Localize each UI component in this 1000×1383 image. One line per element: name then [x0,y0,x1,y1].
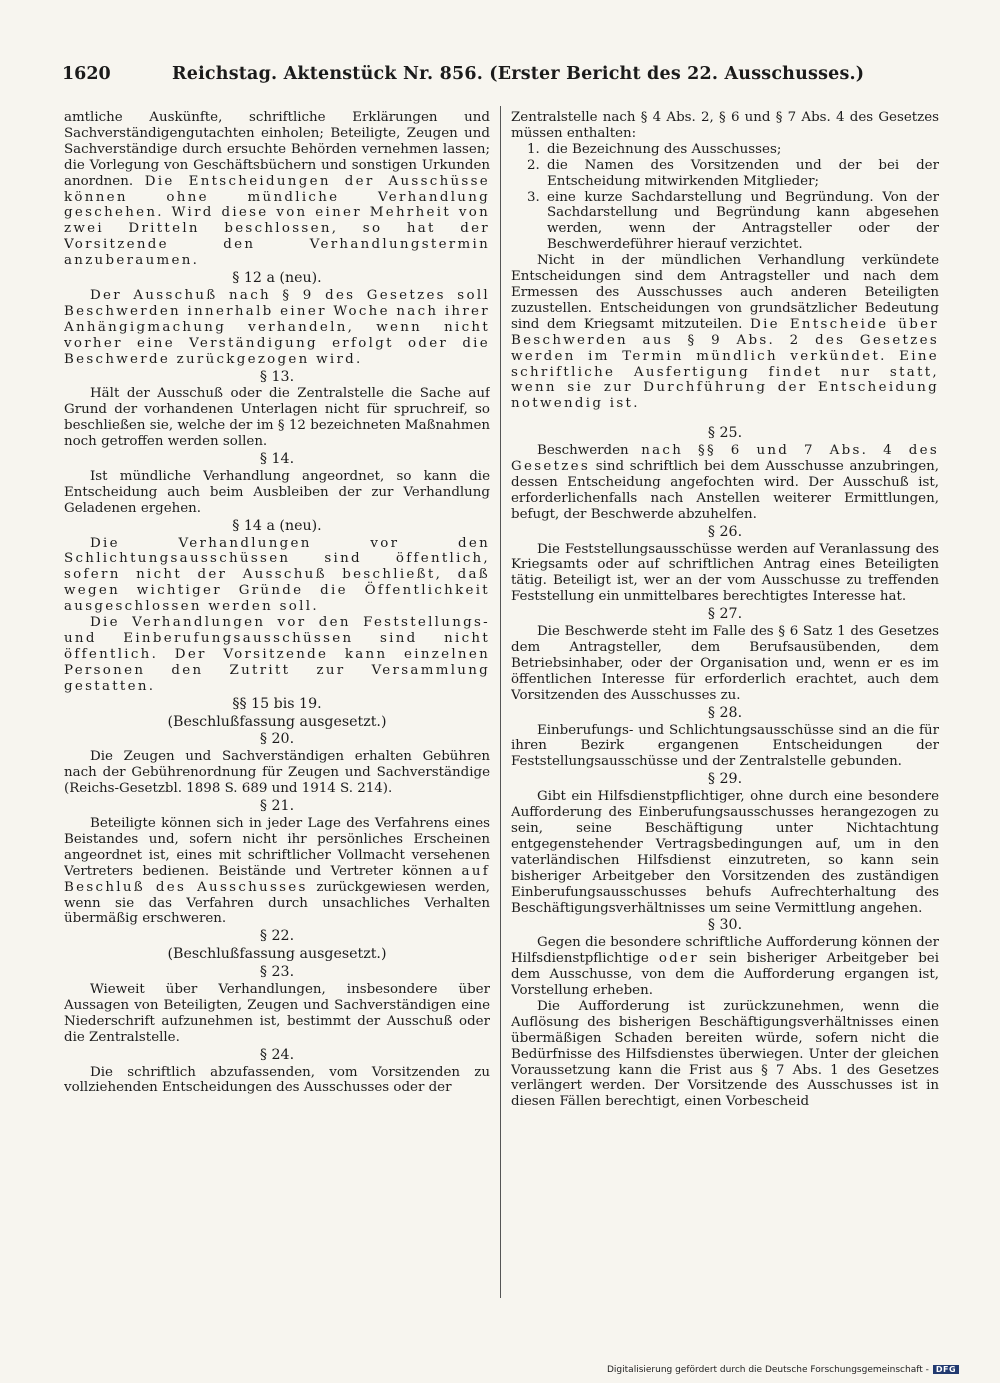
paragraph: Ist mündliche Verhandlung angeordnet, so kann die Entscheidung auch beim Ausbleiben der zur Verhandlung Geladenen ergehen. [64,468,490,516]
section-heading: §§ 15 bis 19. [232,695,322,712]
section-heading: § 14 a (neu). [232,517,322,534]
list-item: 3. eine kurze Sachdarstellung und Begründung. Von der Sachdarstellung und Begründung kann abgesehen werden, wenn der Antragsteller oder der Beschwerdeführer hierauf verzichtet. [527,189,939,253]
section-heading: § 22. [259,928,295,945]
column-divider [500,106,501,1298]
section-note: (Beschlußfassung ausgesetzt.) [167,713,387,730]
paragraph: Die Zeugen und Sachverständigen erhalten Gebühren nach der Gebührenordnung für Zeugen und Sachverständige (Reichs-Gesetzbl. 1898 S. 689 und 1914 S. 214). [64,749,490,797]
paragraph: Hält der Ausschuß oder die Zentralstelle die Sache auf Grund der vorhandenen Unterlagen nicht für spruchreif, so beschließen sie, welche der im § 12 bezeichneten Maßnahmen noch getroffen werden sollen. [64,386,490,450]
running-title: Reichstag. Aktenstück Nr. 856. (Erster Bericht des 22. Ausschusses.) [172,64,865,84]
section-heading: § 27. [707,606,743,623]
paragraph: Gibt ein Hilfsdienstpflichtiger, ohne durch eine besondere Aufforderung des Einberufungsausschusses herangezogen zu sein, seine Beschäftigung unter Nichtachtung entgegenstehender Vertragsbedingungen auf, um in den vaterländischen Hilfsdienst einzutreten, so kann sein bisheriger Arbeitgeber den Vorsitzenden des zuständigen Einberufungsausschusses behufs Aufrechterhaltung des Beschäftigungsverhältnisses um seine Vermittlung angehen. [511,789,939,916]
paragraph: Wieweit über Verhandlungen, insbesondere über Aussagen von Beteiligten, Zeugen und Sachverständigen eine Niederschrift aufzunehmen ist, bestimmt der Ausschuß oder die Zentralstelle. [64,982,490,1045]
section-heading: § 14. [259,451,295,468]
section-heading: § 25. [707,425,743,442]
section-heading: § 20. [259,731,295,748]
paragraph: Beschwerden nach §§ 6 und 7 Abs. 4 des Gesetzes sind schriftlich bei dem Ausschusse anzubringen, dessen Entscheidung angefochten wird. Der Ausschuß ist, erforderlichenfalls nach Anstellen weiterer Ermittlungen, befugt, der Beschwerde abzuhelfen. [511,443,939,522]
section-note: (Beschlußfassung ausgesetzt.) [167,946,387,963]
paragraph: Zentralstelle nach § 4 Abs. 2, § 6 und § 7 Abs. 4 des Gesetzes müssen enthalten: [511,110,939,141]
list-item: 1. die Bezeichnung des Ausschusses; [527,141,782,157]
section-heading: § 23. [259,964,295,981]
section-heading: § 12 a (neu). [232,270,322,287]
right-column [511,110,939,1300]
paragraph: Der Ausschuß nach § 9 des Gesetzes soll Beschwerden innerhalb einer Woche nach ihrer Anhängigmachung verhandeln, wenn nicht vorher eine Verständigung erfolgt oder die Beschwerde zurückgezogen wird. [64,287,490,367]
page-number: 1620 [62,64,111,84]
credit-text: Digitalisierung gefördert durch die Deutsche Forschungsgemeinschaft - [607,1365,929,1375]
digitization-credit [607,1365,959,1375]
section-heading: § 13. [259,368,295,385]
section-heading: § 26. [707,523,743,540]
requirements-list [511,142,939,253]
section-heading: § 29. [707,771,743,788]
section-heading: § 30. [707,917,743,934]
paragraph: Beteiligte können sich in jeder Lage des Verfahrens eines Beistandes und, sofern nicht ihr persönliches Erscheinen angeordnet ist, eines mit schriftlicher Vollmacht versehenen Vertreters bedienen. Beistände und Vertreter können auf Beschluß des Ausschusses zurückgewiesen werden, wenn sie das Verfahren durch unsachliches Verhalten übermäßig erschweren. [64,815,490,927]
paragraph: Nicht in der mündlichen Verhandlung verkündete Entscheidungen sind dem Antragsteller und nach dem Ermessen des Ausschusses auch anderen Beteiligten zuzustellen. Entscheidungen von grundsätzlicher Bedeutung sind dem Kriegsamt mitzuteilen. Die Entscheide über Beschwerden aus § 9 Abs. 2 des Gesetzes werden im Termin mündlich verkündet. Eine schriftliche Ausfertigung findet nur statt, wenn sie zur Durchführung der Entscheidung notwendig ist. [511,253,939,412]
left-column [64,110,490,1300]
section-heading: § 28. [707,704,743,721]
paragraph: Die Beschwerde steht im Falle des § 6 Satz 1 des Gesetzes dem Antragsteller, dem Berufsausübenden, dem Betriebsinhaber, oder der Organisation und, wenn er es im öffentlichen Interesse für erforderlich erachtet, auch dem Vorsitzenden des Ausschusses zu. [511,624,939,703]
section-heading: § 21. [259,798,295,815]
paragraph: Die Verhandlungen vor den Schlichtungsausschüssen sind öffentlich, sofern nicht der Ausschuß beschließt, daß wegen wichtiger Gründe die Öffentlichkeit ausgeschlossen werden soll. [64,535,490,615]
paragraph: Die Verhandlungen vor den Feststellungs- und Einberufungsausschüssen sind nicht öffentlich. Der Vorsitzende kann einzelnen Personen den Zutritt zur Versammlung gestatten. [64,615,490,694]
section-heading: § 24. [259,1046,295,1063]
paragraph: Einberufungs- und Schlichtungsausschüsse sind an die für ihren Bezirk ergangenen Entscheidungen der Feststellungsausschüsse und der Zentralstelle gebunden. [511,722,939,770]
paragraph: Die schriftlich abzufassenden, vom Vorsitzenden zu vollziehenden Entscheidungen des Ausschusses oder der [64,1064,490,1096]
paragraph: Die Aufforderung ist zurückzunehmen, wenn die Auflösung des bisherigen Beschäftigungsverhältnisses einen übermäßigen Schaden bereiten würde, sofern nicht die Bedürfnisse des Hilfsdienstes überwiegen. Unter der gleichen Voraussetzung kann die Frist aus § 7 Abs. 1 des Gesetzes verlängert werden. Der Vorsitzende des Ausschusses ist in diesen Fällen berechtigt, einen Vorbescheid [511,998,939,1110]
paragraph: amtliche Auskünfte, schriftliche Erklärungen und Sachverständigengutachten einholen; Beteiligte, Zeugen und Sachverständige durch ersuchte Behörden vernehmen lassen; die Vorlegung von Geschäftsbüchern und sonstigen Urkunden anordnen. Die Entscheidungen der Ausschüsse können ohne mündliche Verhandlung geschehen. Wird diese von einer Mehrheit von zwei Dritteln beschlossen, so hat der Vorsitzende den Verhandlungstermin anzuberaumen. [64,110,490,269]
list-item: 2. die Namen des Vorsitzenden und der bei der Entscheidung mitwirkenden Mitglieder; [527,157,939,189]
paragraph: Gegen die besondere schriftliche Aufforderung können der Hilfsdienstpflichtige oder sein bisheriger Arbeitgeber bei dem Ausschusse, von dem die Aufforderung ergangen ist, Vorstellung erheben. [511,935,939,999]
page-header [62,63,938,85]
paragraph: Die Feststellungsausschüsse werden auf Veranlassung des Kriegsamts oder auf schriftlichen Antrag eines Beteiligten tätig. Beteiligt ist, wer an der vom Ausschusse zu treffenden Feststellung ein unmittelbares berechtigtes Interesse hat. [511,541,939,605]
dfg-logo: DFG [933,1365,959,1374]
